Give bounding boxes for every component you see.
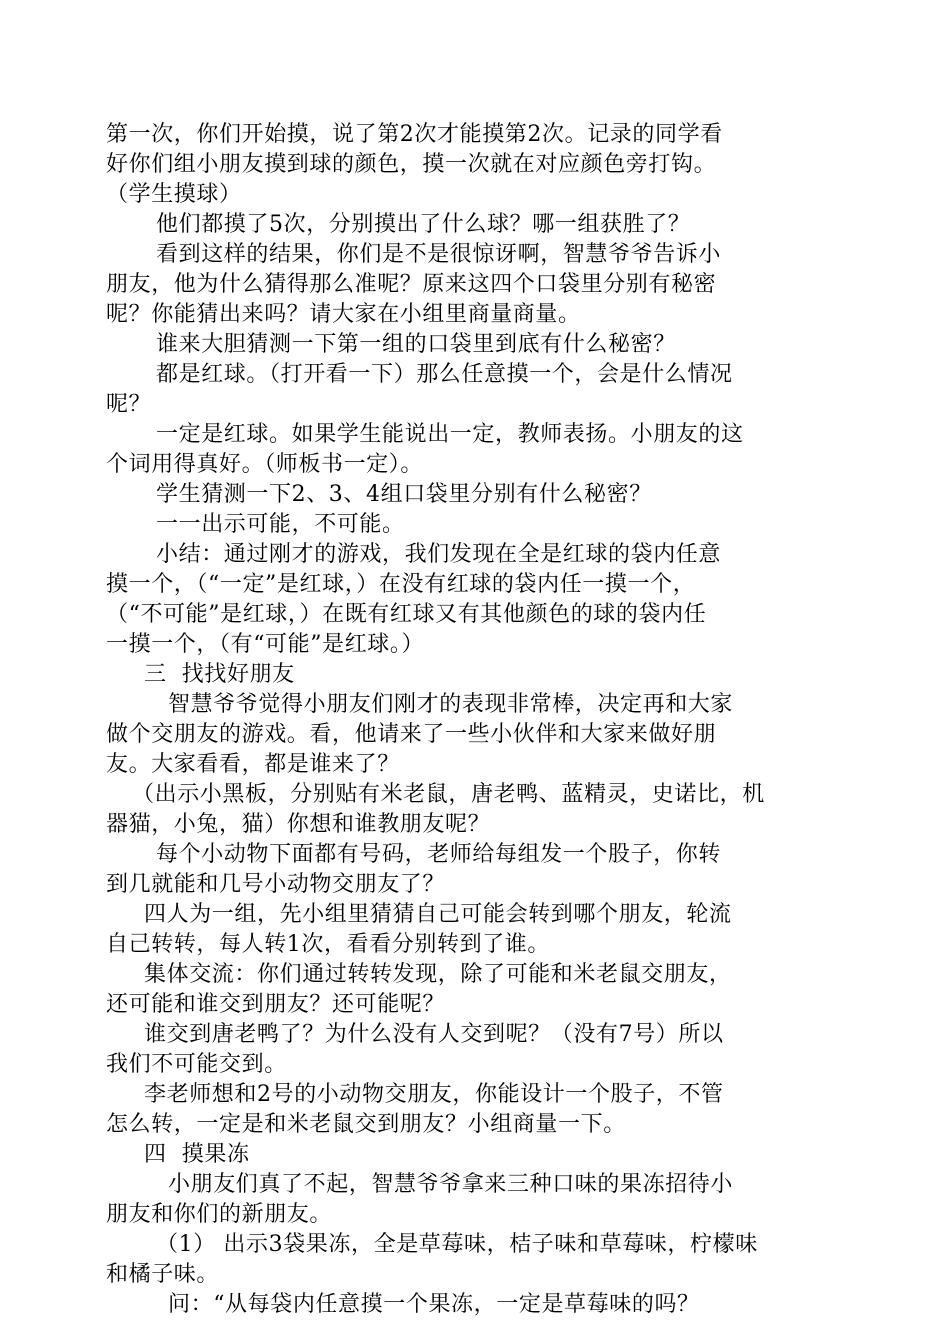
text-line: 一定是红球。如果学生能说出一定，教师表扬。小朋友的这 (156, 422, 744, 447)
text-line: 个词用得真好。（师板书一定）。 (106, 452, 424, 477)
text-line: 一一出示可能，不可能。 (156, 512, 405, 537)
text-line: 朋友和你们的新朋友。 (106, 1202, 333, 1227)
text-line: 呢？ (106, 392, 152, 417)
text-line: 集体交流：你们通过转转发现，除了可能和米老鼠交朋友， (144, 962, 732, 987)
text-line: 看到这样的结果，你们是不是很惊讶啊，智慧爷爷告诉小 (156, 242, 722, 267)
text-line: 摸一个，（“一定”是红球，）在没有红球的袋内任一摸一个， (106, 572, 696, 597)
text-line: （1） 出示3袋果冻，全是草莓味，桔子味和草莓味，柠檬味 (156, 1232, 758, 1257)
text-line: 每个小动物下面都有号码，老师给每组发一个股子，你转 (156, 842, 722, 867)
text-line: 问：“从每袋内任意摸一个果冻，一定是草莓味的吗？ (168, 1292, 700, 1317)
text-line: 谁来大胆猜测一下第一组的口袋里到底有什么秘密？ (156, 332, 676, 357)
text-line: 都是红球。（打开看一下）那么任意摸一个，会是什么情况 (156, 362, 733, 387)
text-line: 小朋友们真了不起，智慧爷爷拿来三种口味的果冻招待小 (168, 1172, 734, 1197)
text-line: 学生猜测一下2、3、4组口袋里分别有什么秘密？ (156, 482, 652, 507)
text-line: 谁交到唐老鸭了？为什么没有人交到呢？（没有7号）所以 (144, 1022, 724, 1047)
text-line: 第一次，你们开始摸，说了第2次才能摸第2次。记录的同学看 (106, 122, 723, 147)
text-line: 好你们组小朋友摸到球的颜色，摸一次就在对应颜色旁打钩。 (106, 152, 717, 177)
text-line: 器猫，小兔，猫）你想和谁教朋友呢？ (106, 812, 491, 837)
text-line: 自己转转，每人转1次，看看分别转到了谁。 (106, 932, 550, 957)
text-line: （学生摸球） (106, 182, 242, 207)
text-line: 和橘子味。 (106, 1262, 220, 1287)
text-line: 我们不可能交到。 (106, 1052, 287, 1077)
section-heading: 三 找找好朋友 (144, 662, 295, 687)
text-line: 怎么转，一定是和米老鼠交到朋友？小组商量一下。 (106, 1112, 626, 1137)
text-line: 小结：通过刚才的游戏，我们发现在全是红球的袋内任意 (156, 542, 722, 567)
text-line: （出示小黑板，分别贴有米老鼠，唐老鸭、蓝精灵，史诺比，机 (132, 782, 765, 807)
text-line: 朋友，他为什么猜得那么准呢？原来这四个口袋里分别有秘密 (106, 272, 717, 297)
text-line: 智慧爷爷觉得小朋友们刚才的表现非常棒，决定再和大家 (168, 692, 734, 717)
text-line: 还可能和谁交到朋友？还可能呢？ (106, 992, 446, 1017)
text-line: 呢？你能猜出来吗？请大家在小组里商量商量。 (106, 302, 581, 327)
text-line: 一摸一个，（有“可能”是红球。） (106, 632, 425, 657)
text-line: 友。大家看看，都是谁来了？ (106, 752, 400, 777)
section-heading: 四 摸果冻 (144, 1142, 250, 1167)
text-line: （“不可能”是红球，）在既有红球又有其他颜色的球的袋内任 (106, 602, 707, 627)
text-line: 四人为一组，先小组里猜猜自己可能会转到哪个朋友，轮流 (144, 902, 732, 927)
text-line: 李老师想和2号的小动物交朋友，你能设计一个股子，不管 (144, 1082, 724, 1107)
text-line: 做个交朋友的游戏。看，他请来了一些小伙伴和大家来做好朋 (106, 722, 717, 747)
text-line: 到几就能和几号小动物交朋友了？ (106, 872, 446, 897)
text-line: 他们都摸了5次，分别摸出了什么球？哪一组获胜了？ (156, 212, 691, 237)
